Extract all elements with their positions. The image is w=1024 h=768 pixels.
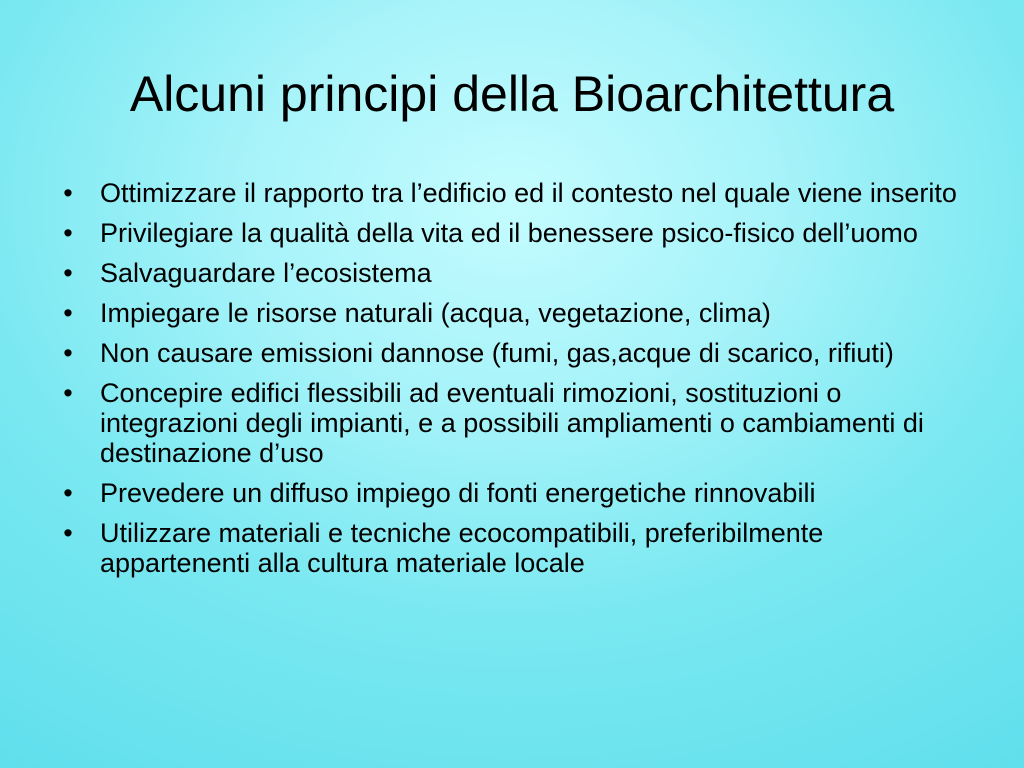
bullet-icon: •	[63, 258, 73, 288]
list-item	[58, 178, 958, 208]
bullet-icon: •	[63, 218, 73, 248]
bullet-text: Prevedere un diffuso impiego di fonti energetiche rinnovabili	[100, 478, 816, 508]
bullet-text: Impiegare le risorse naturali (acqua, vegetazione, clima)	[100, 298, 771, 328]
bullet-icon: •	[63, 378, 73, 408]
list-item	[58, 258, 958, 288]
bullet-text: Concepire edifici flessibili ad eventuali rimozioni, sostituzioni o integrazioni degli impianti, e a possibili ampliamenti o cambiamenti di destinazione d’uso	[100, 378, 924, 468]
bullet-text: Ottimizzare il rapporto tra l’edificio ed il contesto nel quale viene inserito	[100, 178, 957, 208]
list-item	[58, 518, 958, 578]
list-item	[58, 478, 958, 508]
list-item	[58, 338, 958, 368]
list-item	[58, 378, 958, 468]
slide-title: Alcuni principi della Bioarchitettura	[129, 66, 895, 122]
bullet-icon: •	[63, 478, 73, 508]
bullet-icon: •	[63, 338, 73, 368]
bullet-text: Non causare emissioni dannose (fumi, gas,acque di scarico, rifiuti)	[100, 338, 894, 368]
list-item	[58, 298, 958, 328]
bullet-text: Privilegiare la qualità della vita ed il benessere psico-fisico dell’uomo	[100, 218, 918, 248]
list-item	[58, 218, 958, 248]
bullet-icon: •	[63, 298, 73, 328]
bullet-list	[58, 178, 958, 588]
bullet-text: Salvaguardare l’ecosistema	[100, 258, 432, 288]
bullet-icon: •	[63, 178, 73, 208]
bullet-icon: •	[63, 518, 73, 548]
bullet-text: Utilizzare materiali e tecniche ecocompatibili, preferibilmente appartenenti alla cultura materiale locale	[100, 518, 824, 578]
